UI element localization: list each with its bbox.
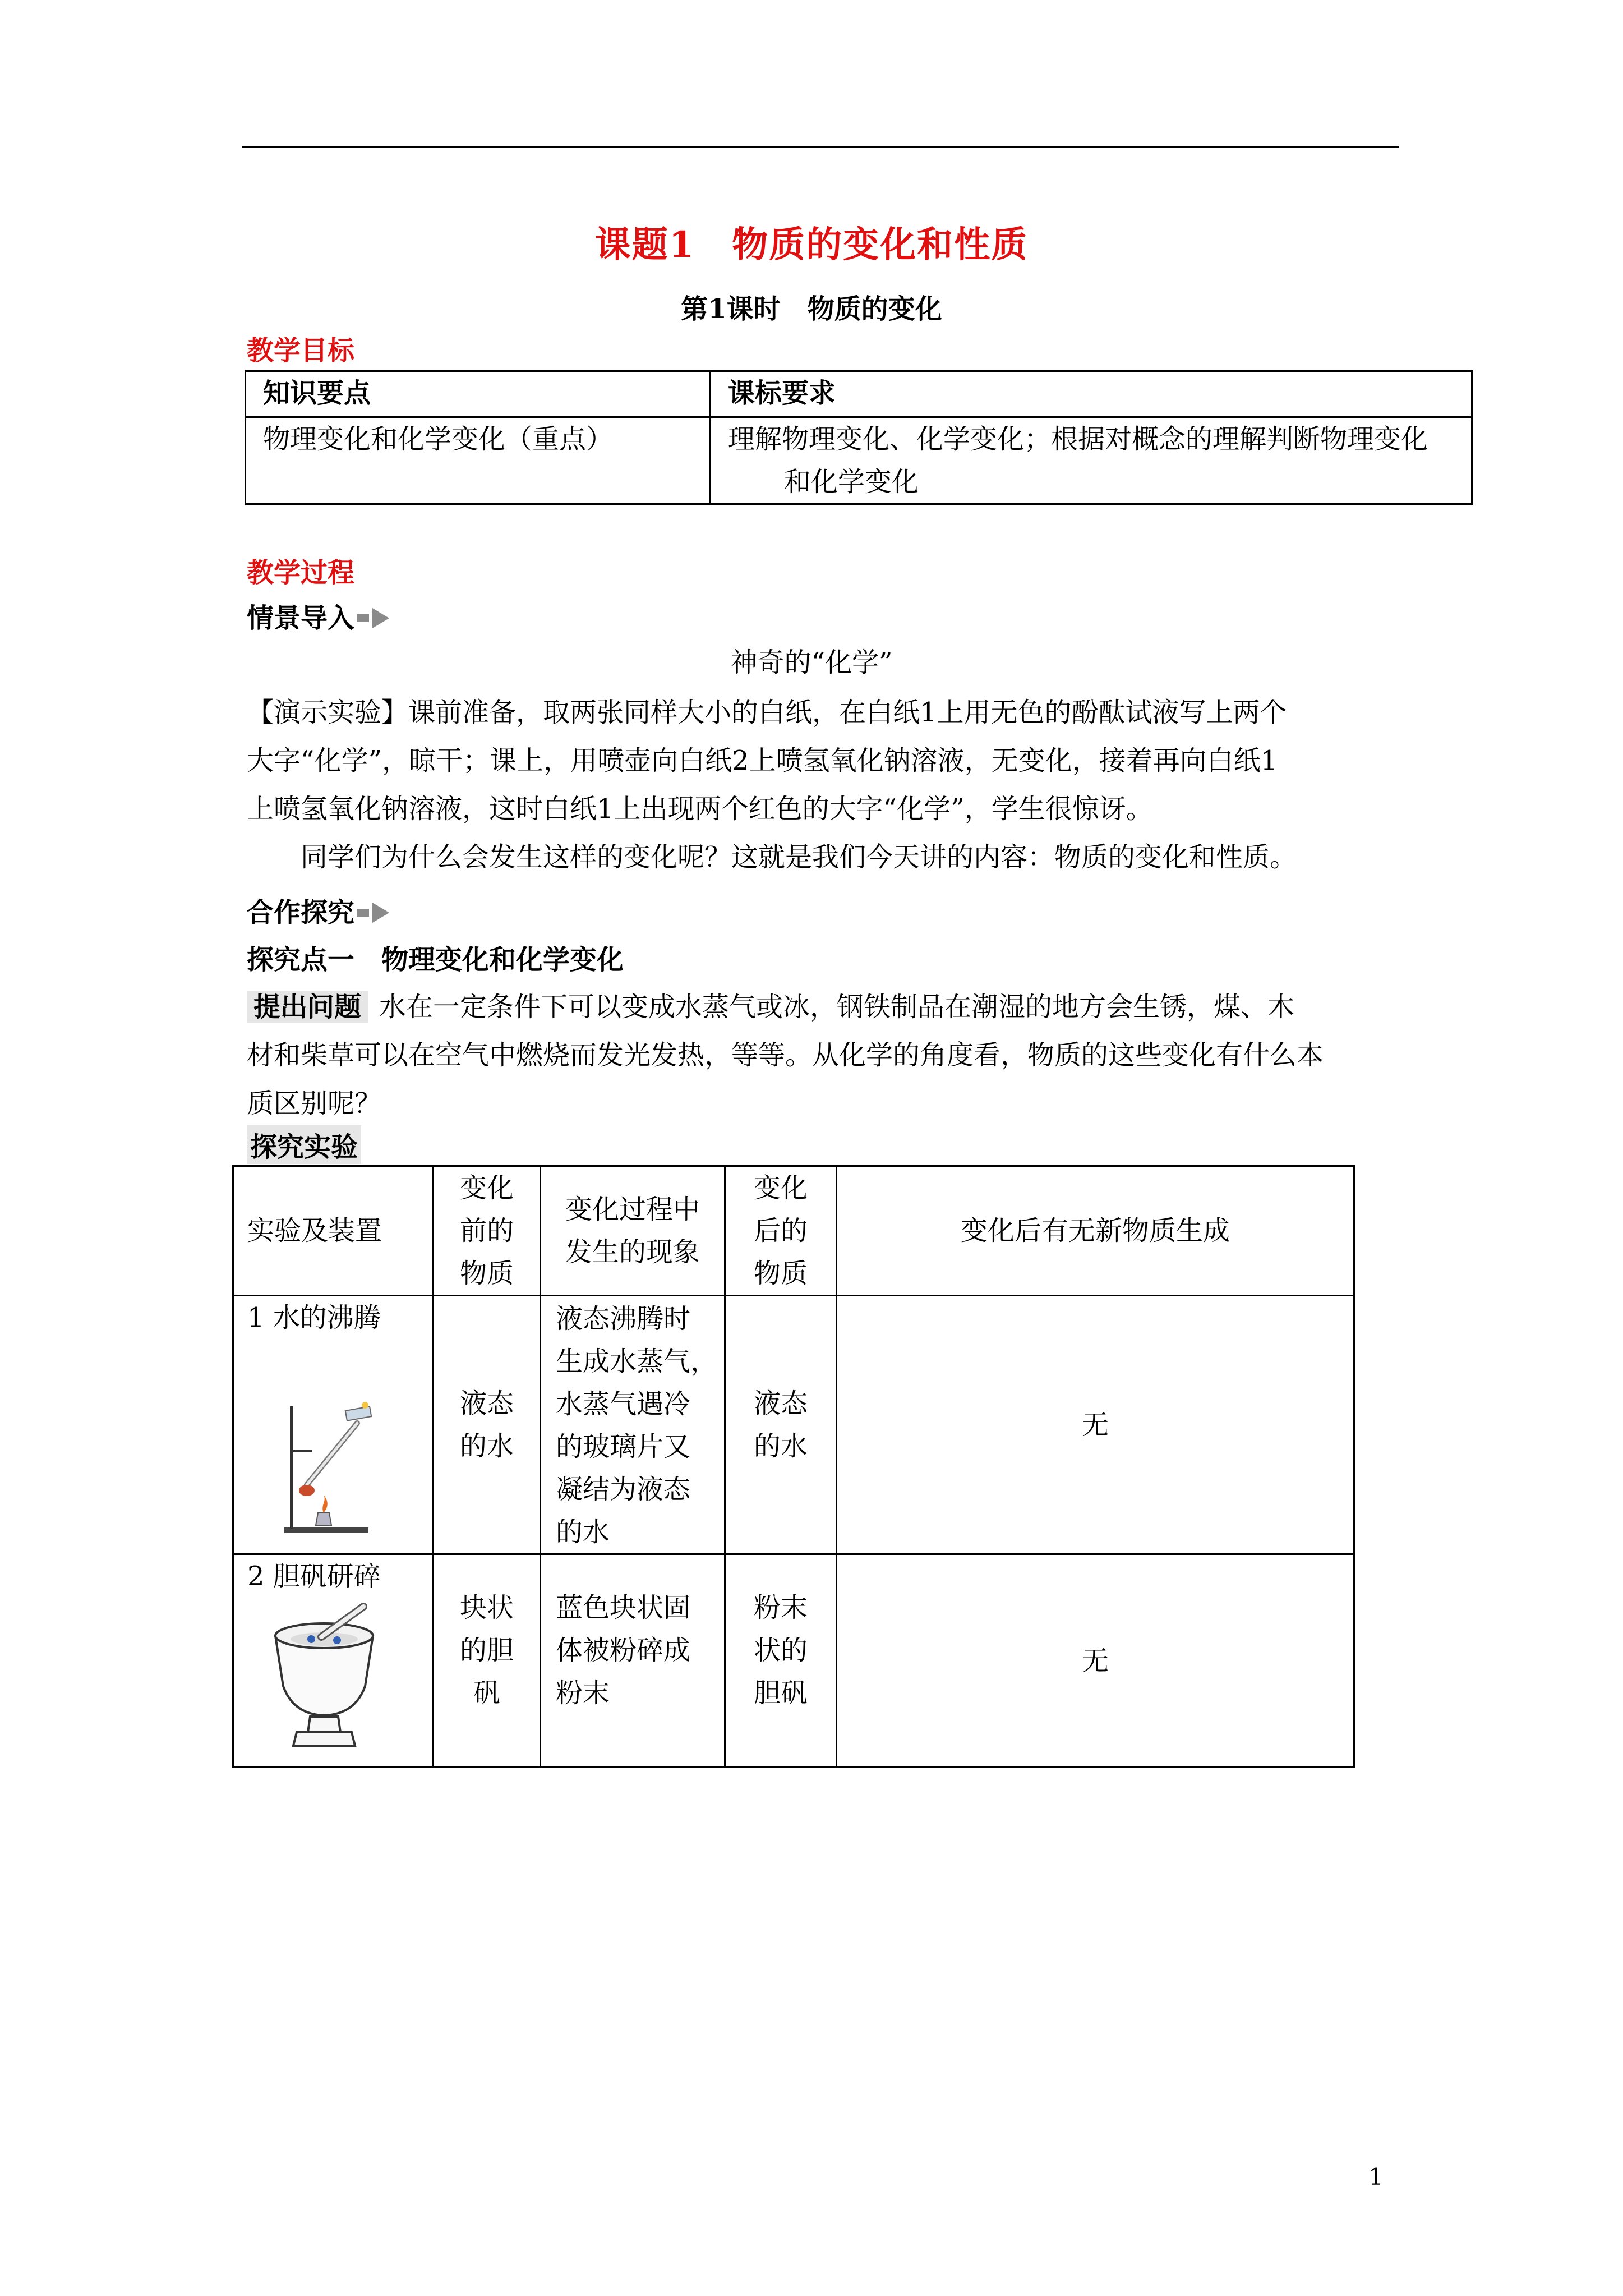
goals-requirement-line1: 理解物理变化、化学变化；根据对概念的理解判断物理变化 — [728, 424, 1428, 455]
page-number: 1 — [1368, 2163, 1384, 2191]
question-line: 质区别呢？ — [247, 1088, 382, 1119]
goals-table — [245, 370, 1473, 505]
goals-requirement-line2: 和化学变化 — [784, 466, 919, 498]
exp-header-new-substance: 变化后有无新物质生成 — [837, 1166, 1354, 1296]
header-line: 后的 — [753, 1215, 808, 1246]
demo-line: 同学们为什么会发生这样的变化呢？这就是我们今天讲的内容：物质的变化和性质。 — [301, 841, 1297, 873]
exp-after-cell — [725, 1296, 837, 1554]
experiment-label: 探究实验 — [247, 1125, 361, 1164]
lesson-subtitle: 第1课时 物质的变化 — [681, 293, 942, 325]
cell-line: 凝结为液态 — [556, 1474, 691, 1505]
process-heading: 教学过程 — [247, 557, 355, 588]
cell-line: 蓝色块状固 — [556, 1592, 691, 1623]
header-line: 物质 — [753, 1258, 808, 1289]
question-line: 材和柴草可以在空气中燃烧而发光发热，等等。从化学的角度看，物质的这些变化有什么本 — [247, 1039, 1324, 1071]
exp-header-before — [434, 1166, 541, 1296]
cell-line: 的胆 — [459, 1635, 514, 1666]
exp-new-substance-cell: 无 — [837, 1554, 1354, 1768]
exp-before-cell — [434, 1296, 541, 1554]
demo-paragraph — [247, 688, 1413, 881]
intro-heading-label: 情景导入 — [247, 602, 355, 634]
question-paragraph — [247, 983, 1413, 1128]
exp-process-cell — [541, 1554, 725, 1768]
mortar-pestle-image — [271, 1602, 377, 1754]
table-row — [233, 1296, 1354, 1554]
boiling-apparatus-image — [273, 1401, 374, 1535]
coop-heading — [247, 891, 389, 930]
exp-name: 2 胆矾研碎 — [247, 1561, 381, 1592]
goals-heading: 教学目标 — [247, 335, 355, 366]
arrow-icon — [372, 903, 389, 923]
exp-process-cell — [541, 1296, 725, 1554]
cell-line: 的水 — [753, 1430, 808, 1462]
arrow-icon — [357, 614, 369, 622]
header-line: 变化 — [753, 1172, 808, 1204]
exp-new-substance-cell: 无 — [837, 1296, 1354, 1554]
goals-col1-header: 知识要点 — [246, 371, 711, 417]
header-line: 前的 — [459, 1215, 514, 1246]
exp-after-cell — [725, 1554, 837, 1768]
point1-heading: 探究点一 物理变化和化学变化 — [247, 944, 624, 976]
cell-line: 水蒸气遇冷 — [556, 1388, 691, 1420]
question-line — [247, 983, 1413, 1031]
goals-col2-header: 课标要求 — [711, 371, 1472, 417]
header-line: 发生的现象 — [565, 1236, 700, 1268]
exp-header-after — [725, 1166, 837, 1296]
cell-line: 的水 — [556, 1516, 610, 1548]
header-line: 变化过程中 — [565, 1194, 700, 1225]
exp-setup-cell — [233, 1296, 434, 1554]
header-line: 变化 — [459, 1172, 514, 1204]
cell-line: 的水 — [459, 1430, 514, 1462]
cell-line: 液态 — [753, 1388, 808, 1419]
exp-name: 1 水的沸腾 — [247, 1302, 381, 1333]
goals-requirement-cell — [711, 417, 1472, 504]
intro-heading — [247, 596, 389, 635]
exp-header-process — [541, 1166, 725, 1296]
cell-line: 粉末 — [753, 1592, 808, 1623]
header-rule — [242, 146, 1399, 148]
cell-line: 矾 — [473, 1677, 500, 1709]
cell-line: 生成水蒸气， — [556, 1346, 718, 1377]
table-row — [233, 1554, 1354, 1768]
experiment-table — [232, 1165, 1355, 1768]
arrow-icon — [357, 909, 369, 917]
goals-knowledge-cell: 物理变化和化学变化（重点） — [246, 417, 711, 504]
intro-title: 神奇的“化学” — [730, 647, 893, 678]
cell-line: 块状 — [459, 1592, 514, 1623]
page-title: 课题1 物质的变化和性质 — [594, 224, 1029, 266]
question-text: 水在一定条件下可以变成水蒸气或冰，钢铁制品在潮湿的地方会生锈，煤、木 — [379, 991, 1295, 1023]
cell-line: 液态沸腾时 — [556, 1303, 691, 1335]
header-line: 物质 — [459, 1258, 514, 1289]
exp-header-setup: 实验及装置 — [233, 1166, 434, 1296]
cell-line: 胆矾 — [753, 1677, 808, 1709]
cell-line: 体被粉碎成 — [556, 1635, 691, 1666]
coop-heading-label: 合作探究 — [247, 897, 355, 928]
demo-line: 大字“化学”，晾干；课上，用喷壶向白纸2上喷氢氧化钠溶液，无变化，接着再向白纸1 — [247, 745, 1278, 776]
cell-line: 状的 — [753, 1635, 808, 1666]
cell-line: 粉末 — [556, 1677, 610, 1709]
question-label: 提出问题 — [247, 991, 368, 1023]
cell-line: 液态 — [459, 1388, 514, 1419]
arrow-icon — [372, 608, 389, 628]
demo-line: 上喷氢氧化钠溶液，这时白纸1上出现两个红色的大字“化学”，学生很惊讶。 — [247, 793, 1153, 825]
exp-before-cell — [434, 1554, 541, 1768]
exp-setup-cell — [233, 1554, 434, 1768]
cell-line: 的玻璃片又 — [556, 1431, 691, 1462]
demo-line: 【演示实验】课前准备，取两张同样大小的白纸，在白纸1上用无色的酚酞试液写上两个 — [247, 697, 1287, 728]
